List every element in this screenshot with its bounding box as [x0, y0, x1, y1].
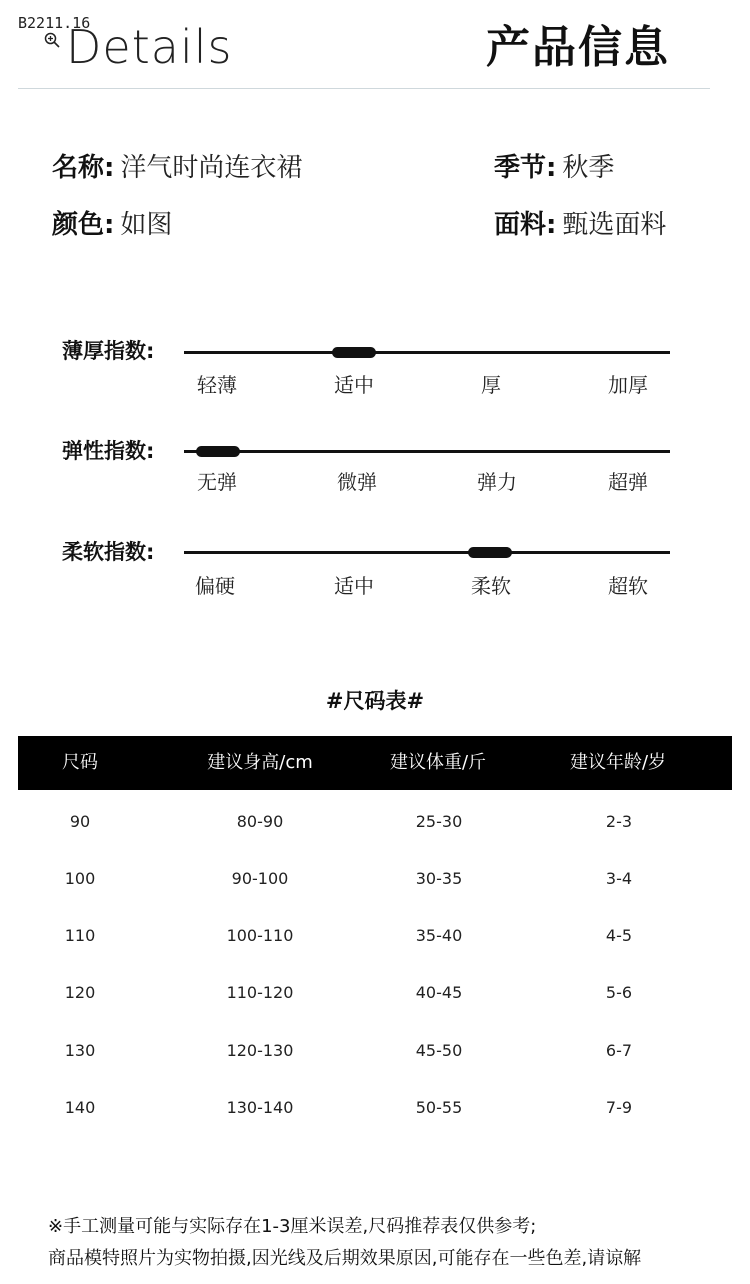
thickness-scale-track — [184, 351, 670, 354]
info-color — [52, 212, 172, 238]
elasticity-scale-marker — [196, 446, 240, 457]
size-cell: 110 — [64, 926, 96, 945]
info-name — [52, 155, 302, 181]
age-cell: 3-4 — [605, 869, 633, 888]
size-cell: 130 — [64, 1041, 96, 1060]
weight-cell: 40-45 — [415, 983, 463, 1002]
size-cell: 90 — [69, 812, 91, 831]
thickness-tick-1: 轻薄 — [197, 373, 237, 397]
thickness-scale-marker — [332, 347, 376, 358]
zoom-in-icon[interactable] — [44, 32, 60, 48]
age-cell: 7-9 — [605, 1098, 633, 1117]
weight-cell: 45-50 — [415, 1041, 463, 1060]
size-cell: 100 — [64, 869, 96, 888]
size-header: 尺码 — [62, 752, 98, 773]
height-header: 建议身高/cm — [207, 752, 313, 773]
measurement-note: ※手工测量可能与实际存在1-3厘米误差,尺码推荐表仅供参考; — [48, 1216, 537, 1237]
age-cell: 5-6 — [605, 983, 633, 1002]
height-cell: 110-120 — [226, 983, 294, 1002]
info-season-key: 季节: — [494, 153, 557, 183]
size-cell: 120 — [64, 983, 96, 1002]
info-fabric — [494, 212, 666, 238]
age-header: 建议年龄/岁 — [569, 752, 667, 773]
elasticity-scale-track — [184, 450, 670, 453]
softness-tick-1: 偏硬 — [195, 574, 235, 598]
info-fabric-value: 甄选面料 — [562, 210, 667, 240]
details-heading: Details — [66, 20, 233, 74]
color-difference-note: 商品模特照片为实物拍摄,因光线及后期效果原因,可能存在一些色差,请谅解 — [48, 1248, 642, 1269]
info-color-value: 如图 — [120, 210, 173, 240]
info-color-key: 颜色: — [52, 210, 115, 240]
weight-cell: 35-40 — [415, 926, 463, 945]
softness-tick-4: 超软 — [608, 574, 648, 598]
height-cell: 100-110 — [226, 926, 294, 945]
elasticity-tick-2: 微弹 — [337, 470, 377, 494]
weight-header: 建议体重/斤 — [389, 752, 487, 773]
product-info-title: 产品信息 — [486, 22, 670, 73]
softness-scale-track — [184, 551, 670, 554]
age-cell: 4-5 — [605, 926, 633, 945]
info-name-key: 名称: — [52, 153, 115, 183]
elasticity-tick-4: 超弹 — [608, 470, 648, 494]
age-cell: 6-7 — [605, 1041, 633, 1060]
info-name-value: 洋气时尚连衣裙 — [120, 153, 303, 183]
elasticity-tick-3: 弹力 — [477, 470, 517, 494]
info-fabric-key: 面料: — [494, 210, 557, 240]
thickness-scale-label: 薄厚指数: — [62, 339, 155, 363]
thickness-tick-4: 加厚 — [608, 373, 648, 397]
softness-scale-marker — [468, 547, 512, 558]
weight-cell: 50-55 — [415, 1098, 463, 1117]
size-cell: 140 — [64, 1098, 96, 1117]
weight-cell: 25-30 — [415, 812, 463, 831]
elasticity-scale-label: 弹性指数: — [62, 439, 155, 463]
size-table-header — [18, 736, 732, 790]
softness-scale-label: 柔软指数: — [62, 540, 155, 564]
height-cell: 130-140 — [226, 1098, 294, 1117]
softness-tick-3: 柔软 — [471, 574, 511, 598]
height-cell: 120-130 — [226, 1041, 294, 1060]
thickness-tick-3: 厚 — [481, 373, 501, 397]
thickness-tick-2: 适中 — [334, 373, 374, 397]
softness-tick-2: 适中 — [334, 574, 374, 598]
product-code: B2211.16 — [18, 14, 91, 32]
height-cell: 90-100 — [231, 869, 289, 888]
weight-cell: 30-35 — [415, 869, 463, 888]
info-season-value: 秋季 — [562, 153, 615, 183]
elasticity-tick-1: 无弹 — [197, 470, 237, 494]
height-cell: 80-90 — [236, 812, 284, 831]
info-season — [494, 155, 614, 181]
age-cell: 2-3 — [605, 812, 633, 831]
header-divider — [18, 88, 710, 89]
size-table-title: #尺码表# — [325, 689, 425, 713]
